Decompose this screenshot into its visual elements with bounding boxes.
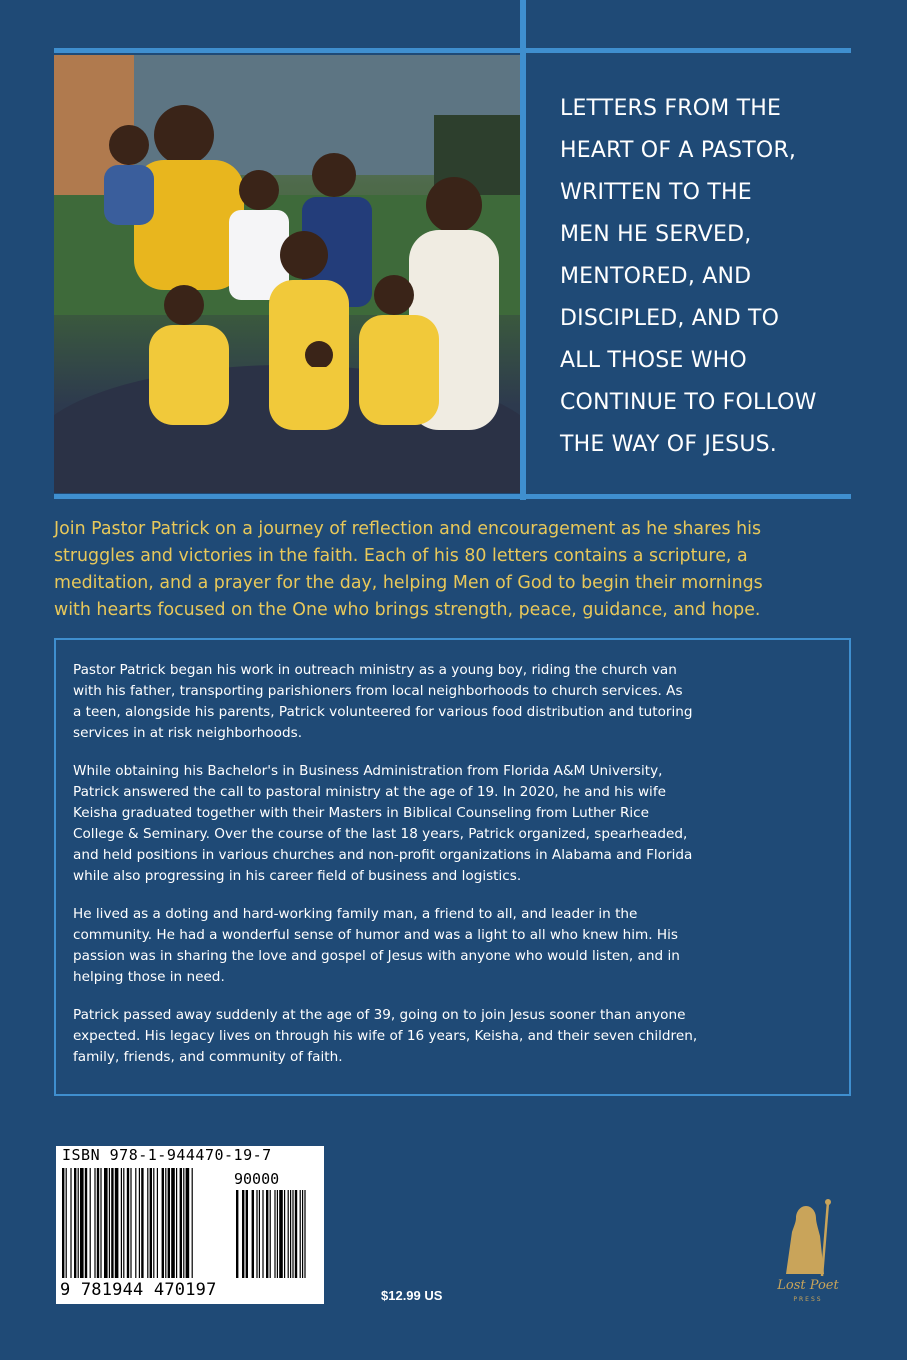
isbn-label: ISBN 978-1-944470-19-7 bbox=[62, 1146, 272, 1164]
bio-line: He lived as a doting and hard-working family man, a friend to all, and leader in the bbox=[73, 906, 638, 922]
bio-line: services in at risk neighborhoods. bbox=[73, 725, 303, 741]
bio-line: Keisha graduated together with their Masters in Biblical Counseling from Luther Rice bbox=[73, 805, 650, 821]
tagline-line: HEART OF A PASTOR, bbox=[560, 138, 797, 163]
bio-line: passion was in sharing the love and gospel of Jesus with anyone who would listen, and in bbox=[73, 948, 680, 964]
frame-vertical-line bbox=[520, 0, 526, 500]
bio-line: Pastor Patrick began his work in outreach ministry as a young boy, riding the church van bbox=[73, 662, 677, 678]
bio-line: family, friends, and community of faith. bbox=[73, 1049, 343, 1065]
bio-line: while also progressing in his career field of business and logistics. bbox=[73, 868, 522, 884]
price-code: 90000 bbox=[234, 1170, 280, 1188]
tagline-line: DISCIPLED, AND TO bbox=[560, 306, 780, 331]
bio-line: and held positions in various churches and non-profit organizations in Alabama and Florida bbox=[73, 847, 693, 863]
tagline-line: WRITTEN TO THE bbox=[560, 180, 752, 205]
bio-text bbox=[73, 660, 835, 1085]
bio-paragraph bbox=[73, 660, 835, 744]
frame-bottom-line bbox=[54, 494, 851, 499]
bio-line: Patrick answered the call to pastoral ministry at the age of 19. In 2020, he and his wife bbox=[73, 784, 666, 800]
tagline-line: MENTORED, AND bbox=[560, 264, 752, 289]
barcode bbox=[56, 1146, 324, 1304]
tagline-line: THE WAY OF JESUS. bbox=[560, 432, 777, 457]
intro-paragraph bbox=[54, 516, 854, 624]
family-photo bbox=[54, 55, 520, 493]
bio-line: While obtaining his Bachelor's in Business Administration from Florida A&M University, bbox=[73, 763, 663, 779]
tagline-line: MEN HE SERVED, bbox=[560, 222, 752, 247]
bio-paragraph bbox=[73, 761, 835, 887]
family-photo-illustration bbox=[54, 55, 520, 493]
tagline-line: LETTERS FROM THE bbox=[560, 96, 782, 121]
price: $12.99 US bbox=[381, 1288, 443, 1303]
publisher-sub: PRESS bbox=[793, 1296, 823, 1303]
monk-icon bbox=[766, 1196, 850, 1280]
tagline-line: CONTINUE TO FOLLOW bbox=[560, 390, 817, 415]
publisher-logo bbox=[766, 1196, 850, 1316]
bio-paragraph bbox=[73, 1005, 835, 1068]
bio-line: community. He had a wonderful sense of humor and was a light to all who knew him. His bbox=[73, 927, 678, 943]
intro-line: struggles and victories in the faith. Each of his 80 letters contains a scripture, a bbox=[54, 546, 748, 566]
intro-line: with hearts focused on the One who brings strength, peace, guidance, and hope. bbox=[54, 600, 761, 620]
bio-paragraph bbox=[73, 904, 835, 988]
isbn-digits: 9 781944 470197 bbox=[60, 1280, 217, 1300]
tagline bbox=[560, 88, 860, 466]
bio-line: Patrick passed away suddenly at the age of 39, going on to join Jesus sooner than anyone bbox=[73, 1007, 686, 1023]
bio-line: with his father, transporting parishioners from local neighborhoods to church services. As bbox=[73, 683, 683, 699]
intro-line: meditation, and a prayer for the day, helping Men of God to begin their mornings bbox=[54, 573, 763, 593]
tagline-line: ALL THOSE WHO bbox=[560, 348, 747, 373]
bio-line: a teen, alongside his parents, Patrick volunteered for various food distribution and tutoring bbox=[73, 704, 693, 720]
frame-top-line bbox=[54, 48, 851, 53]
bio-line: College & Seminary. Over the course of the last 18 years, Patrick organized, spearheaded, bbox=[73, 826, 688, 842]
intro-line: Join Pastor Patrick on a journey of reflection and encouragement as he shares his bbox=[54, 519, 762, 539]
publisher-name: Lost Poet bbox=[777, 1278, 839, 1293]
bio-line: helping those in need. bbox=[73, 969, 225, 985]
bio-line: expected. His legacy lives on through his wife of 16 years, Keisha, and their seven children, bbox=[73, 1028, 698, 1044]
